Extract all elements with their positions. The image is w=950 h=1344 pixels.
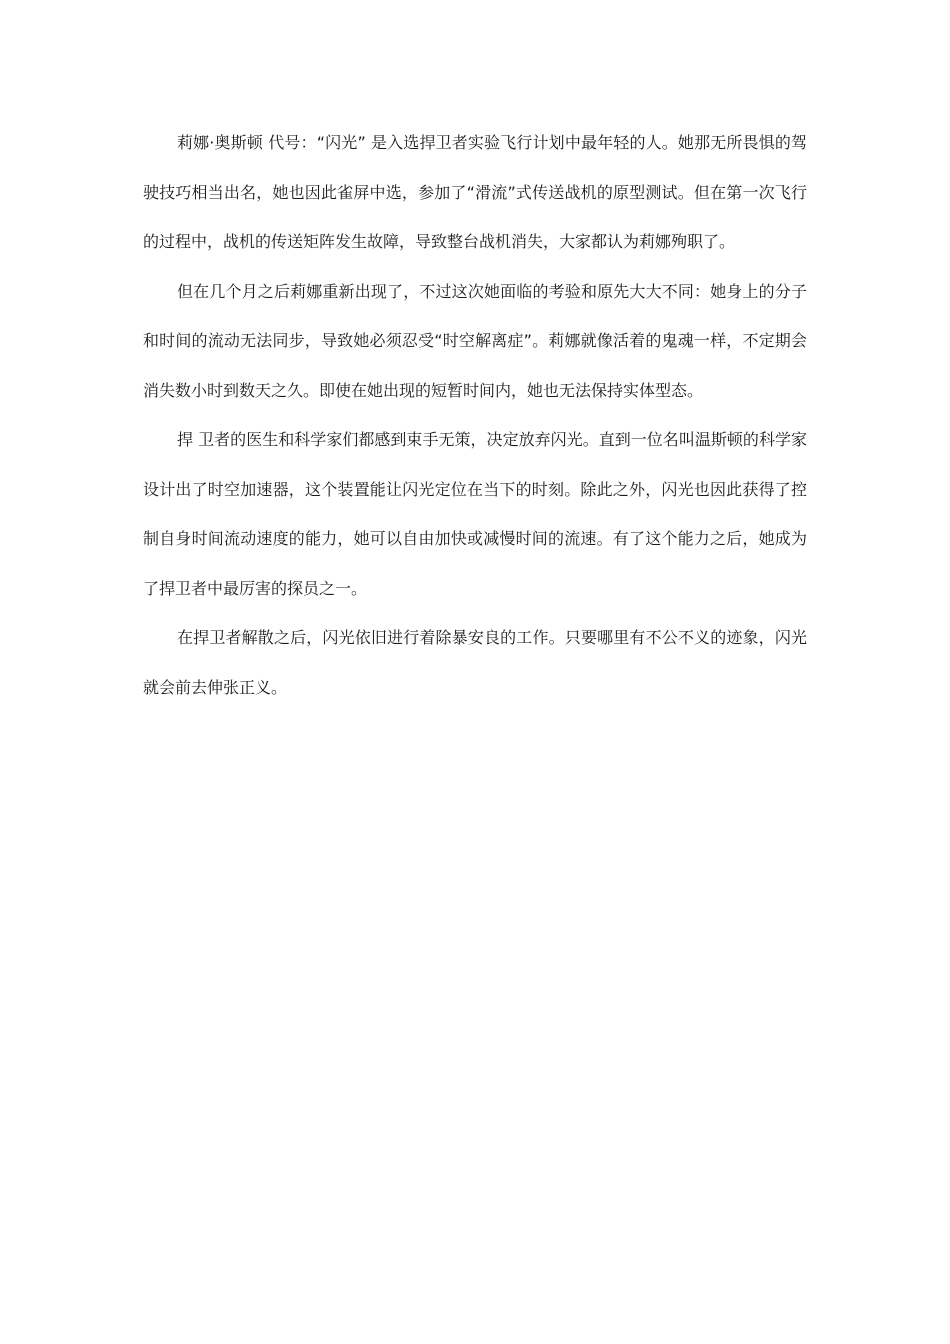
paragraph-3: 捍 卫者的医生和科学家们都感到束手无策，决定放弃闪光。直到一位名叫温斯顿的科学家设计出了时空加速器，这个装置能让闪光定位在当下的时刻。除此之外，闪光也因此获得了控制自身时间流动速度的能力，她可以自由加快或减慢时间的流速。有了这个能力之后，她成为了捍卫者中最厉害的探员之一。 xyxy=(143,430,807,598)
paragraph-4: 在捍卫者解散之后，闪光依旧进行着除暴安良的工作。只要哪里有不公不义的迹象，闪光就会前去伸张正义。 xyxy=(143,628,807,697)
paragraph-1: 莉娜·奥斯顿 代号：“闪光” 是入选捍卫者实验飞行计划中最年轻的人。她那无所畏惧的驾驶技巧相当出名，她也因此雀屏中选，参加了“滑流”式传送战机的原型测试。但在第一次飞行的过程中，战机的传送矩阵发生故障，导致整台战机消失，大家都认为莉娜殉职了。 xyxy=(143,133,807,251)
document-body xyxy=(143,118,807,712)
paragraph-2: 但在几个月之后莉娜重新出现了，不过这次她面临的考验和原先大大不同：她身上的分子和时间的流动无法同步，导致她必须忍受“时空解离症”。莉娜就像活着的鬼魂一样，不定期会消失数小时到数天之久。即使在她出现的短暂时间内，她也无法保持实体型态。 xyxy=(143,281,807,400)
